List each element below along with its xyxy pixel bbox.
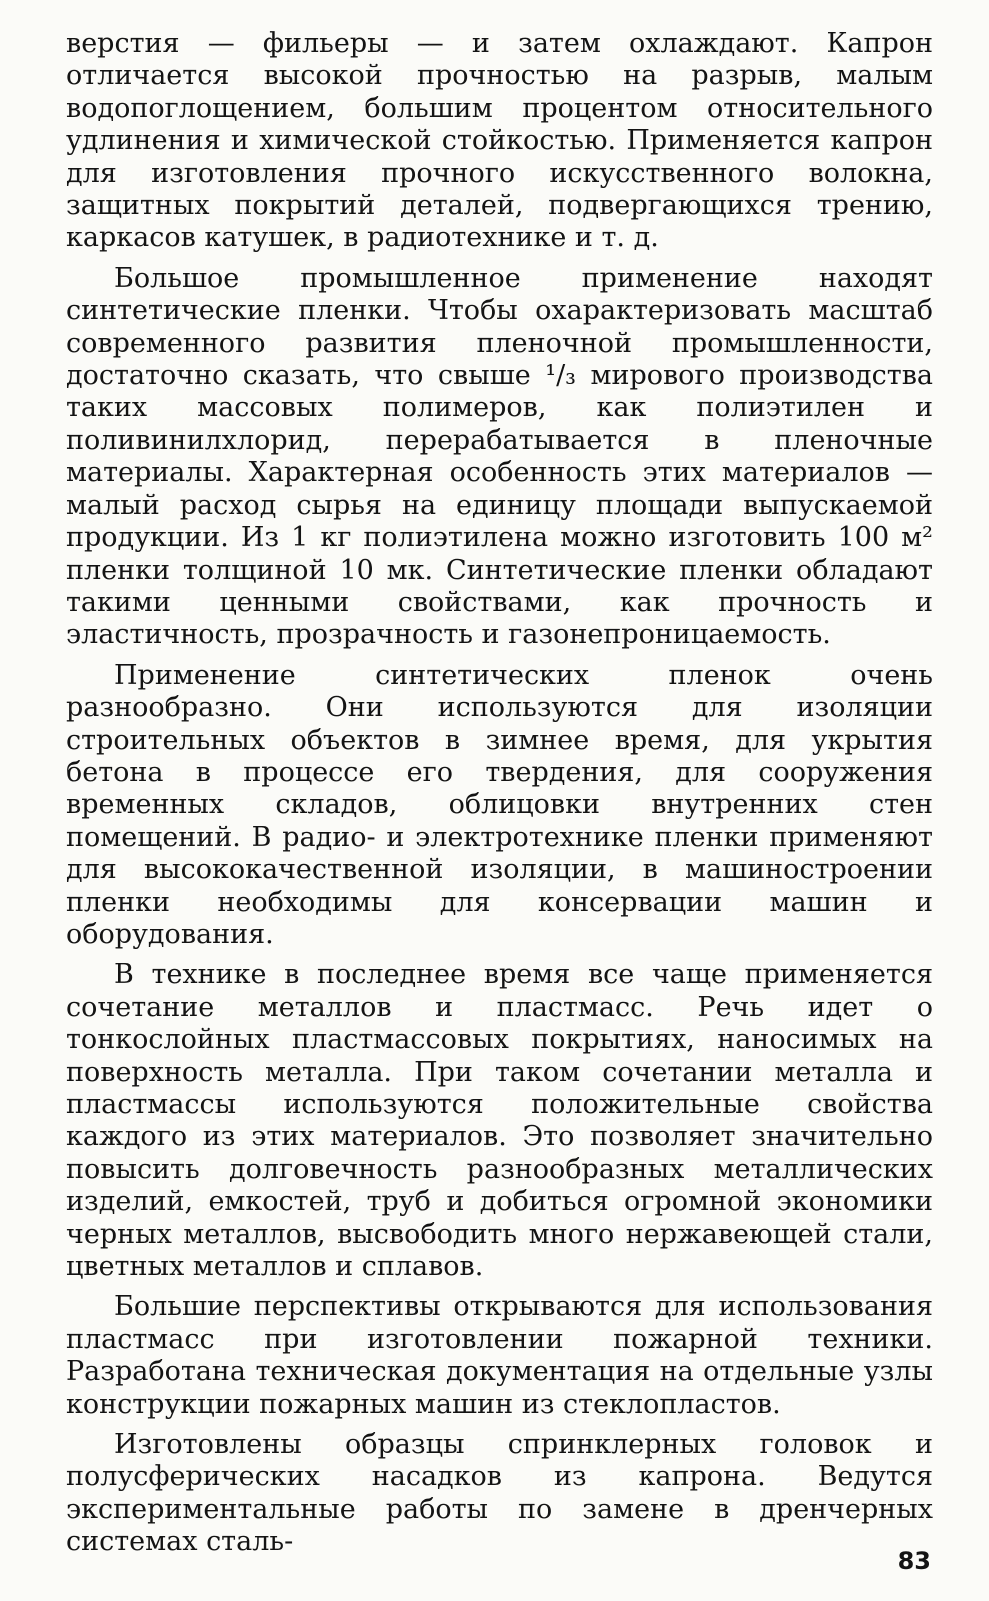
paragraph-capron-properties: верстия — фильеры — и затем охлаждают. Капрон отличается высокой прочностью на разрыв, малым водопоглощением, большим процентом относительного удлинения и химической стойкостью. Применяется капрон для изготовления прочного искусственного волокна, защитных покрытий деталей, подвергающихся трению, каркасов катушек, в радиотехнике и т. д. — [66, 28, 933, 254]
paragraph-film-applications: Применение синтетических пленок очень разнообразно. Они используются для изоляции строительных объектов в зимнее время, для укрытия бетона в процессе его твердения, для сооружения временных складов, облицовки внутренних стен помещений. В радио- и электротехнике пленки применяют для высококачественной изоляции, в машиностроении пленки необходимы для консервации машин и оборудования. — [66, 659, 933, 950]
paragraph-fire-equipment: Большие перспективы открываются для использования пластмасс при изготовлении пожарной техники. Разработана техническая документация на отдельные узлы конструкции пожарных машин из стеклопластов. — [66, 1291, 933, 1420]
paragraph-sprinkler-heads: Изготовлены образцы спринклерных головок и полусферических насадков из капрона. Ведутся экспериментальные работы по замене в дренчерных системах сталь- — [66, 1429, 933, 1558]
paragraph-metal-plastic: В технике в последнее время все чаще применяется сочетание металлов и пластмасс. Речь идет о тонкослойных пластмассовых покрытиях, наносимых на поверхность металла. При таком сочетании металла и пластмассы используются положительные свойства каждого из этих материалов. Это позволяет значительно повысить долговечность разнообразных металлических изделий, емкостей, труб и добиться огромной экономики черных металлов, высвободить много нержавеющей стали, цветных металлов и сплавов. — [66, 959, 933, 1283]
paragraph-synthetic-films: Большое промышленное применение находят синтетические пленки. Чтобы охарактеризовать масштаб современного развития пленочной промышленности, достаточно сказать, что свыше ¹/₃ мирового производства таких массовых полимеров, как полиэтилен и поливинилхлорид, перерабатывается в пленочные материалы. Характерная особенность этих материалов — малый расход сырья на единицу площади выпускаемой продукции. Из 1 кг полиэтилена можно изготовить 100 м² пленки толщиной 10 мк. Синтетические пленки обладают такими ценными свойствами, как прочность и эластичность, прозрачность и газонепроницаемость. — [66, 262, 933, 651]
page-number: 83 — [897, 1547, 931, 1575]
body-text — [66, 28, 933, 1559]
